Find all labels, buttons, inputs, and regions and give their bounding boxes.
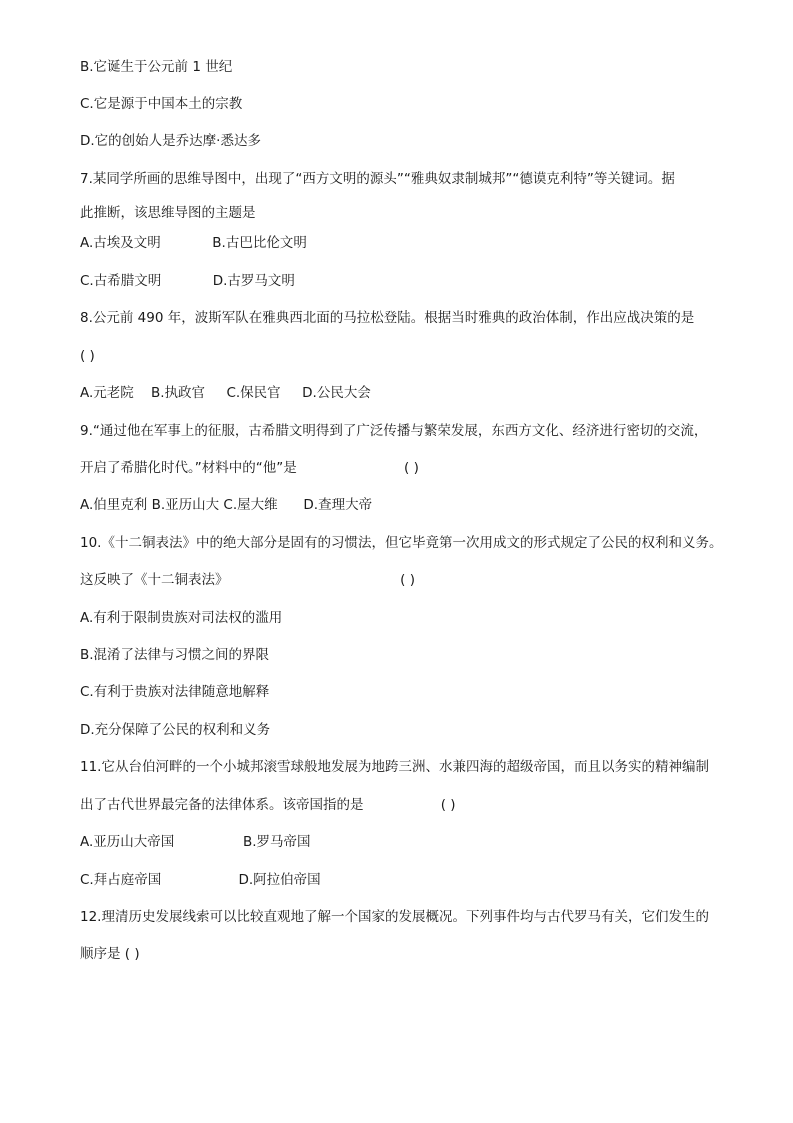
question-9-line-2: 开启了希腊化时代。”材料中的“他”是 ( )	[80, 460, 419, 476]
option-b-q6: B.它诞生于公元前 1 世纪	[80, 59, 233, 75]
question-8-line-1: 8.公元前 490 年，波斯军队在雅典西北面的马拉松登陆。根据当时雅典的政治体制，作出应战决策的是	[80, 310, 695, 326]
question-11-line-2: 出了古代世界最完备的法律体系。该帝国指的是 ( )	[80, 797, 456, 813]
q11-options-cd: C.拜占庭帝国 D.阿拉伯帝国	[80, 872, 321, 888]
question-12-line-1: 12.理清历史发展线索可以比较直观地了解一个国家的发展概况。下列事件均与古代罗马有关，它们发生的	[80, 909, 709, 925]
question-8-line-2: ( )	[80, 348, 95, 364]
question-11-line-1: 11.它从台伯河畔的一个小城邦滚雪球般地发展为地跨三洲、水兼四海的超级帝国，而且以务实的精神编制	[80, 759, 709, 775]
q7-options-cd: C.古希腊文明 D.古罗马文明	[80, 273, 295, 289]
q10-option-d: D.充分保障了公民的权利和义务	[80, 722, 271, 738]
question-12-line-2: 顺序是 ( )	[80, 946, 140, 962]
q7-options-ab: A.古埃及文明 B.古巴比伦文明	[80, 235, 307, 251]
question-9-line-1: 9.“通过他在军事上的征服，古希腊文明得到了广泛传播与繁荣发展，东西方文化、经济进行密切的交流，	[80, 423, 708, 439]
q9-options: A.伯里克利 B.亚历山大 C.屋大维 D.查理大帝	[80, 497, 373, 513]
question-7-line-2: 此推断，该思维导图的主题是	[80, 205, 256, 221]
option-d-q6: D.它的创始人是乔达摩·悉达多	[80, 133, 261, 149]
question-10-line-2: 这反映了《十二铜表法》 ( )	[80, 572, 415, 588]
option-c-q6: C.它是源于中国本土的宗教	[80, 96, 243, 112]
question-7-line-1: 7.某同学所画的思维导图中，出现了“西方文明的源头”“雅典奴隶制城邦”“德谟克利特”等关键词。据	[80, 171, 675, 187]
question-10-line-1: 10.《十二铜表法》中的绝大部分是固有的习惯法，但它毕竟第一次用成文的形式规定了公民的权利和义务。	[80, 535, 723, 551]
q10-option-a: A.有利于限制贵族对司法权的滥用	[80, 610, 283, 626]
q11-options-ab: A.亚历山大帝国 B.罗马帝国	[80, 834, 311, 850]
q8-options: A.元老院 B.执政官 C.保民官 D.公民大会	[80, 385, 371, 401]
q10-option-b: B.混淆了法律与习惯之间的界限	[80, 647, 270, 663]
q10-option-c: C.有利于贵族对法律随意地解释	[80, 684, 270, 700]
